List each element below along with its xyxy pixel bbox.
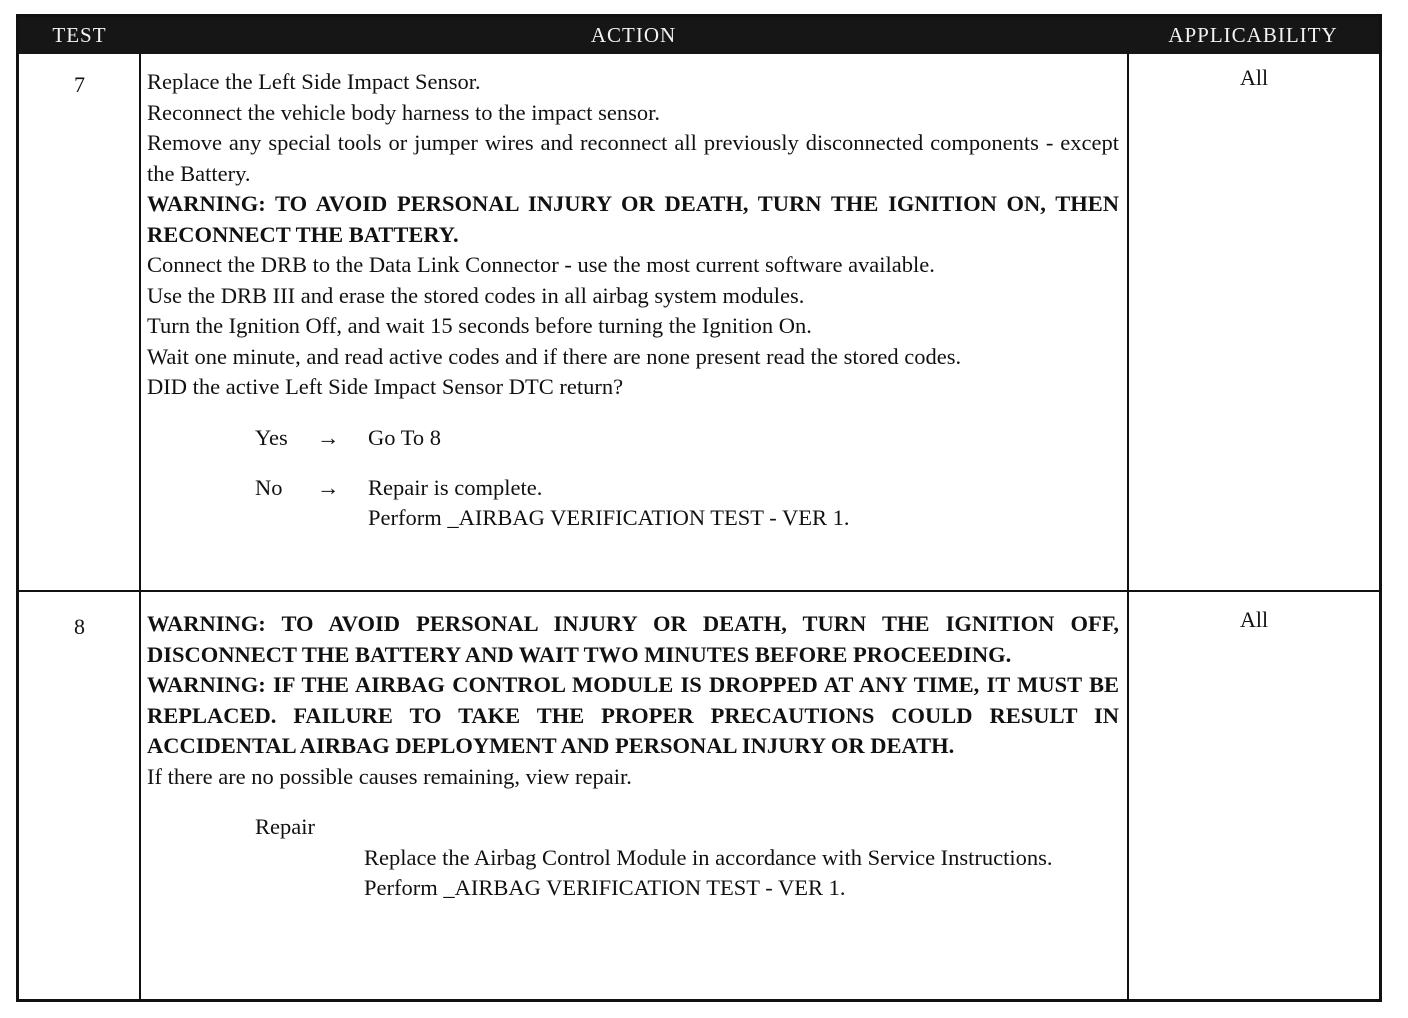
header-applicability: APPLICABILITY: [1168, 23, 1338, 47]
repair-label: Repair: [255, 814, 315, 839]
no-followup: Perform _AIRBAG VERIFICATION TEST - VER 1.: [368, 504, 850, 530]
action-test-7: [147, 67, 1119, 533]
test-number-8: 8: [74, 614, 85, 639]
action-line: Turn the Ignition Off, and wait 15 seconds before turning the Ignition On.: [147, 313, 812, 338]
header-action: ACTION: [590, 23, 677, 47]
warning-text: WARNING: TO AVOID PERSONAL INJURY OR DEATH, TURN THE IGNITION OFF, DISCONNECT THE BATTERY AND WAIT TWO MINUTES BEFORE PROCEEDING.: [147, 611, 1119, 667]
warning-text: WARNING: IF THE AIRBAG CONTROL MODULE IS DROPPED AT ANY TIME, IT MUST BE REPLACED. FAILURE TO TAKE THE PROPER PRECAUTIONS COULD RESULT IN ACCIDENTAL AIRBAG DEPLOYMENT AND PERSONAL INJURY OR DEATH.: [147, 672, 1119, 758]
applicability-7: All: [1239, 65, 1269, 90]
applicability-8: All: [1239, 607, 1269, 632]
action-line: Connect the DRB to the Data Link Connector - use the most current software available.: [147, 252, 935, 277]
yes-branch: [147, 423, 1119, 453]
diagnostic-test-table: [16, 14, 1382, 1002]
warning-text: WARNING: TO AVOID PERSONAL INJURY OR DEATH, TURN THE IGNITION ON, THEN RECONNECT THE BATTERY.: [147, 191, 1119, 247]
no-branch: [147, 473, 1119, 503]
column-divider: [1127, 54, 1129, 999]
repair-perform: Perform _AIRBAG VERIFICATION TEST - VER 1.: [364, 875, 846, 900]
repair-text: Replace the Airbag Control Module in accordance with Service Instructions.: [364, 844, 1053, 870]
no-label: No: [255, 474, 283, 500]
action-line: Remove any special tools or jumper wires and reconnect all previously disconnected components - except the Battery.: [147, 130, 1119, 186]
action-line: Reconnect the vehicle body harness to the impact sensor.: [147, 99, 660, 125]
header-test: TEST: [52, 23, 107, 47]
action-test-8: [147, 609, 1119, 904]
column-divider: [139, 54, 141, 999]
action-line: If there are no possible causes remaining, view repair.: [147, 763, 632, 789]
table-header: [19, 17, 1379, 54]
action-line: Use the DRB III and erase the stored codes in all airbag system modules.: [147, 282, 805, 308]
right-arrow-icon: →: [317, 424, 340, 450]
question-text: DID the active Left Side Impact Sensor DTC return?: [147, 374, 624, 399]
no-result: Repair is complete.: [368, 474, 543, 500]
action-line: Replace the Left Side Impact Sensor.: [147, 69, 481, 94]
yes-result: Go To 8: [368, 424, 442, 450]
test-number-7: 7: [74, 72, 85, 97]
action-line: Wait one minute, and read active codes and if there are none present read the stored codes.: [147, 343, 962, 369]
yes-label: Yes: [255, 424, 288, 450]
right-arrow-icon: →: [317, 474, 340, 500]
row-divider: [19, 590, 1379, 592]
